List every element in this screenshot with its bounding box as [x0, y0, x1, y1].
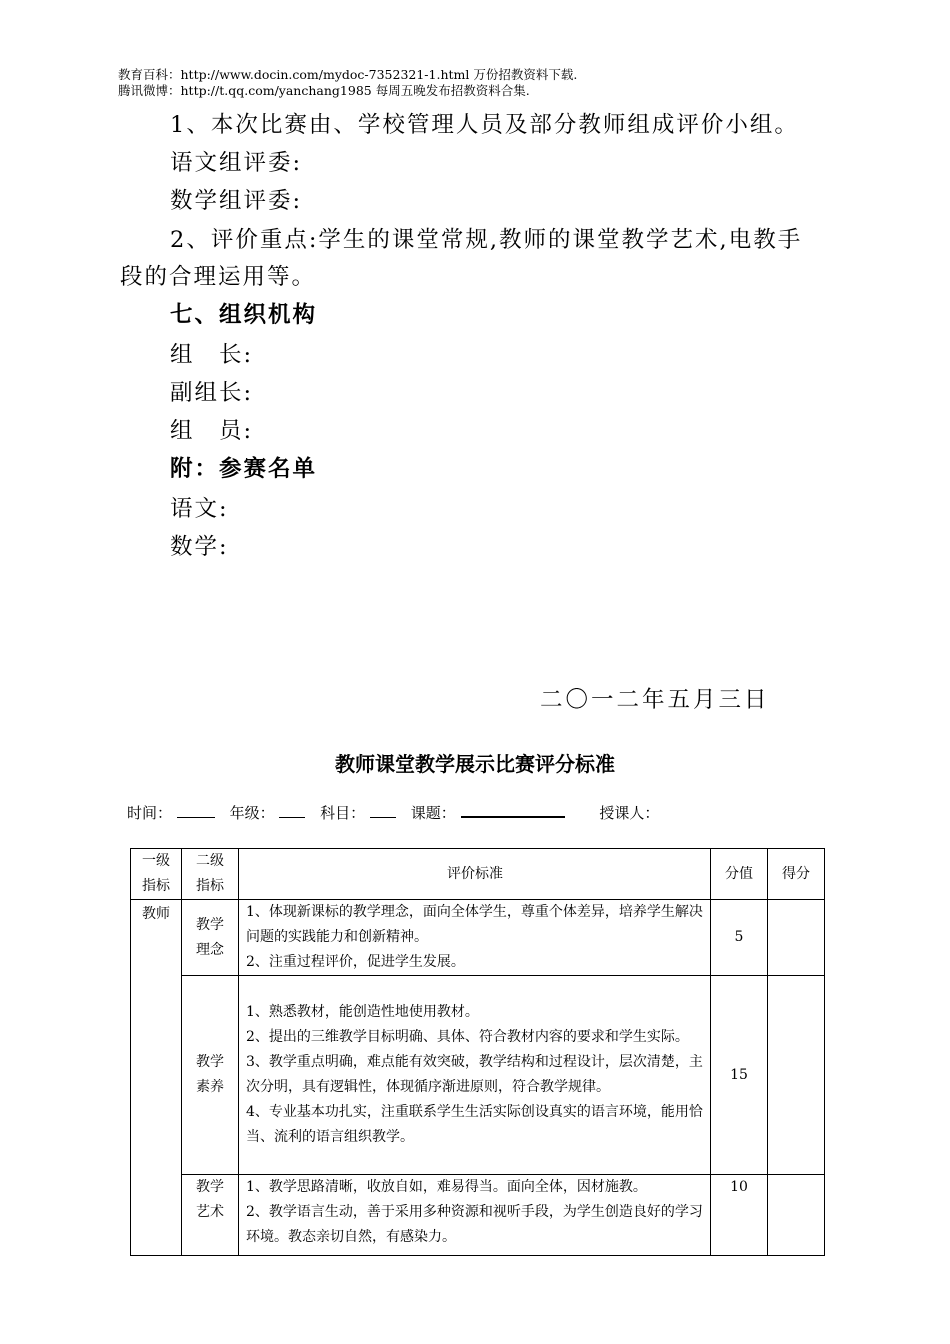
criteria-item: 2、注重过程评价，促进学生发展。: [246, 954, 465, 970]
header-criteria: 评价标准: [239, 849, 711, 900]
criteria-cell: [239, 976, 711, 1175]
table-header-row: [131, 849, 825, 900]
header-level1: [131, 849, 182, 900]
header-level1-line1: 一级: [142, 853, 170, 869]
header-score: 分值: [711, 849, 768, 900]
math-judges: 数学组评委:: [170, 188, 303, 214]
level2-name: [182, 1175, 239, 1256]
level2-name: [182, 976, 239, 1175]
got-cell: [768, 976, 825, 1175]
header-level2: [182, 849, 239, 900]
criteria-item: 2、教学语言生动，善于采用多种资源和视听手段，为学生创造良好的学习环境。教态亲切自然，有感染力。: [246, 1204, 703, 1245]
time-blank: [177, 803, 215, 818]
criteria-cell: [239, 1175, 711, 1256]
level2-name-line2: 艺术: [196, 1204, 224, 1220]
criteria-item: 1、体现新课标的教学理念，面向全体学生，尊重个体差异，培养学生解决问题的实践能力和创新精神。: [246, 904, 703, 945]
criteria-item: 4、专业基本功扎实，注重联系学生生活实际创设真实的语言环境，能用恰当、流利的语言组织教学。: [246, 1104, 703, 1145]
level2-name-line2: 理念: [196, 941, 224, 958]
criteria-item: 3、教学重点明确，难点能有效突破，教学结构和过程设计，层次清楚，主次分明，具有逻辑性，体现循序渐进原则，符合教学规律。: [246, 1054, 703, 1095]
grade-blank: [279, 803, 305, 818]
teacher-label: 授课人：: [599, 804, 660, 822]
criteria-item: 2、提出的三维教学目标明确、具体、符合教材内容的要求和学生实际。: [246, 1029, 689, 1045]
subject-blank: [370, 803, 396, 818]
level1-teacher: 教师: [131, 900, 182, 1256]
header-got: 得分: [768, 849, 825, 900]
topic-blank: [461, 802, 565, 818]
math-list: 数学:: [170, 534, 229, 560]
form-meta: [127, 802, 659, 823]
header-level2-line2: 指标: [196, 878, 224, 894]
chinese-list: 语文:: [170, 496, 229, 522]
criteria-cell: [239, 900, 711, 976]
level2-name-line1: 教学: [196, 1179, 224, 1195]
subject-label: 科目：: [320, 804, 366, 822]
vice-leader: 副组长:: [170, 380, 254, 406]
table-row: [131, 900, 825, 976]
appendix-heading: 附：参赛名单: [170, 456, 318, 482]
time-label: 时间：: [127, 804, 173, 822]
group-leader: 组 长:: [170, 342, 254, 368]
score-cell: 5: [711, 900, 768, 976]
score-cell: 15: [711, 976, 768, 1175]
scoring-table: [130, 848, 825, 1256]
criteria-item: 1、熟悉教材，能创造性地使用教材。: [246, 1004, 479, 1020]
paragraph-2b: 段的合理运用等。: [120, 264, 317, 290]
form-title: 教师课堂教学展示比赛评分标准: [335, 752, 615, 776]
level2-name-line1: 教学: [196, 916, 224, 933]
topic-label: 课题：: [410, 804, 456, 822]
table-row: [131, 976, 825, 1175]
chinese-judges: 语文组评委:: [170, 150, 303, 176]
group-member: 组 员:: [170, 418, 254, 444]
criteria-item: 1、教学思路清晰，收放自如，难易得当。面向全体，因材施教。: [246, 1179, 647, 1195]
document-date: 二〇一二年五月三日: [540, 687, 770, 713]
section-heading-7: 七、组织机构: [170, 302, 318, 328]
paragraph-2a: 2、评价重点:学生的课堂常规,教师的课堂教学艺术,电教手: [170, 227, 803, 253]
level2-name: [182, 900, 239, 976]
header-line-2: 腾讯微博：http://t.qq.com/yanchang1985 每周五晚发布招教资料合集.: [118, 83, 530, 98]
header-level1-line2: 指标: [142, 878, 170, 894]
header-line-1: 教育百科：http://www.docin.com/mydoc-7352321-1.html 万份招教资料下载.: [118, 67, 578, 82]
score-cell: 10: [711, 1175, 768, 1256]
level2-name-line2: 素养: [196, 1079, 224, 1095]
header-level2-line1: 二级: [196, 853, 224, 869]
got-cell: [768, 1175, 825, 1256]
got-cell: [768, 900, 825, 976]
table-row: [131, 1175, 825, 1256]
level2-name-line1: 教学: [196, 1054, 224, 1070]
paragraph-1: 1、本次比赛由、学校管理人员及部分教师组成评价小组。: [170, 112, 799, 138]
grade-label: 年级：: [229, 804, 275, 822]
